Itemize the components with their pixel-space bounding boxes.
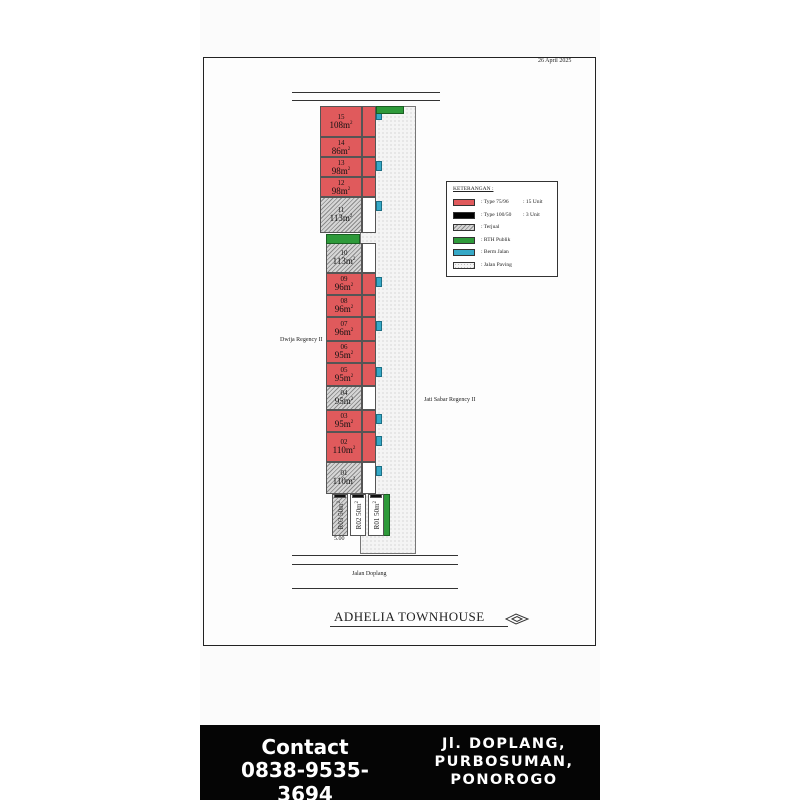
road-label: Jalan Doplang xyxy=(352,571,387,577)
legend-text: : Type 100/50 xyxy=(481,211,512,218)
lot-area: $86m^2$ xyxy=(331,146,351,156)
north-arrow-icon xyxy=(504,612,530,626)
north-road-line xyxy=(292,92,440,93)
title-underline xyxy=(330,626,508,627)
lot-area: $108m^2$ xyxy=(329,119,353,130)
berm-jalan-marker xyxy=(376,277,382,287)
lot-number: 07 xyxy=(340,320,348,328)
lot-04-frontage xyxy=(362,386,376,410)
rth-publik-top xyxy=(376,106,404,114)
type-100-50-marker xyxy=(370,494,382,498)
lot-label xyxy=(327,439,361,455)
address-line: PURBOSUMAN, xyxy=(434,754,574,770)
legend-row xyxy=(453,261,557,270)
lot-02-frontage xyxy=(362,432,376,462)
lot-label xyxy=(321,207,361,223)
type-100-50-marker xyxy=(334,494,346,498)
lot-label xyxy=(321,114,361,130)
lot-number: 09 xyxy=(340,275,348,283)
rth-publik-middle xyxy=(326,234,360,244)
legend-text: : Jalan Paving xyxy=(481,261,512,268)
small-lot-label: R01 $50m^2$ xyxy=(372,500,382,530)
berm-jalan-marker xyxy=(376,201,382,211)
lot-10-frontage xyxy=(362,243,376,273)
legend-row xyxy=(453,223,557,232)
lot-01 xyxy=(326,462,362,494)
lot-01-frontage xyxy=(362,462,376,494)
lot-label xyxy=(321,140,361,156)
rth-publik-bottom xyxy=(383,494,390,536)
legend-text: : RTH Publik xyxy=(481,236,511,243)
berm-jalan-marker xyxy=(376,321,382,331)
lot-r03 xyxy=(332,494,348,536)
dimension-label: 5.00 xyxy=(334,536,345,542)
lot-02 xyxy=(326,432,362,462)
legend-box xyxy=(446,181,558,277)
lot-area: $96m^2$ xyxy=(334,304,354,314)
berm-jalan-marker xyxy=(376,367,382,377)
small-lot-label: R03 $50m^2$ xyxy=(336,500,346,530)
address-line: Jl. DOPLANG, xyxy=(442,736,566,752)
lot-13 xyxy=(320,157,362,177)
lot-label xyxy=(321,180,361,196)
lot-08-frontage xyxy=(362,295,376,317)
lot-03 xyxy=(326,410,362,432)
date-label: 26 April 2025 xyxy=(538,58,572,64)
legend-text: : Berm Jalan xyxy=(481,249,509,255)
berm-jalan-marker xyxy=(376,414,382,424)
lot-number: 02 xyxy=(340,438,348,446)
legend-row xyxy=(453,211,557,220)
lot-r01 xyxy=(368,494,384,536)
lot-label xyxy=(327,390,361,406)
lot-05 xyxy=(326,363,362,386)
lot-10 xyxy=(326,243,362,273)
lot-08 xyxy=(326,295,362,317)
lot-number: 03 xyxy=(340,412,348,420)
berm-jalan-marker xyxy=(376,436,382,446)
berm-jalan-marker xyxy=(376,161,382,171)
legend-swatch xyxy=(453,224,475,231)
lot-area: $96m^2$ xyxy=(334,282,354,292)
south-road-line xyxy=(292,588,458,589)
legend-row xyxy=(453,198,557,207)
lot-label xyxy=(327,276,361,292)
address-line: PONOROGO xyxy=(450,772,558,788)
legend-swatch xyxy=(453,249,475,256)
contact-label: Contact xyxy=(261,735,349,759)
address-block xyxy=(414,735,594,789)
lot-area: $95m^2$ xyxy=(334,419,354,429)
lot-04 xyxy=(326,386,362,410)
legend-swatch xyxy=(453,237,475,244)
lot-number: 01 xyxy=(340,469,348,477)
berm-jalan-marker xyxy=(376,466,382,476)
lot-number: 15 xyxy=(337,112,345,121)
lot-number: 11 xyxy=(337,206,345,214)
legend-swatch xyxy=(453,212,475,219)
legend-title: KETERANGAN : xyxy=(453,186,494,192)
lot-12-frontage xyxy=(362,177,376,197)
lot-area: $96m^2$ xyxy=(334,327,354,337)
lot-07 xyxy=(326,317,362,341)
lot-15-frontage xyxy=(362,106,376,137)
north-road-line xyxy=(292,100,440,101)
lot-14-frontage xyxy=(362,137,376,157)
lot-07-frontage xyxy=(362,317,376,341)
plan-title: ADHELIA TOWNHOUSE xyxy=(334,609,485,624)
lot-label xyxy=(327,367,361,383)
lot-15 xyxy=(320,106,362,137)
lot-number: 12 xyxy=(337,179,345,187)
west-neighbor-label: Dwija Regency II xyxy=(280,337,323,343)
lot-label xyxy=(327,321,361,337)
small-lot-label: R02 $50m^2$ xyxy=(354,500,364,530)
lot-area: $113m^2$ xyxy=(332,256,356,266)
lot-area: $110m^2$ xyxy=(332,476,356,486)
legend-row xyxy=(453,236,557,245)
legend-count: : 15 Unit xyxy=(523,199,543,205)
lot-number: 08 xyxy=(340,297,348,305)
legend-swatch xyxy=(453,262,475,269)
legend-swatch xyxy=(453,199,475,206)
type-100-50-marker xyxy=(352,494,364,498)
contact-banner xyxy=(200,725,600,806)
east-neighbor-label: Jati Sabar Regency II xyxy=(424,397,476,403)
lot-area: $95m^2$ xyxy=(334,350,354,360)
lot-number: 10 xyxy=(340,249,348,257)
lot-label xyxy=(327,470,361,486)
legend-text: : Terjual xyxy=(481,224,500,230)
lot-label xyxy=(327,298,361,314)
lot-area: $95m^2$ xyxy=(334,396,354,406)
contact-phone[interactable]: 0838-9535-3694 xyxy=(241,758,369,806)
lot-03-frontage xyxy=(362,410,376,432)
south-road-line xyxy=(292,564,458,565)
lot-05-frontage xyxy=(362,363,376,386)
lot-label xyxy=(321,160,361,176)
lot-label xyxy=(327,250,361,266)
south-road-line xyxy=(292,555,458,556)
lot-area: $98m^2$ xyxy=(331,166,351,176)
lot-number: 13 xyxy=(337,159,345,167)
lot-r02 xyxy=(350,494,366,536)
lot-06 xyxy=(326,341,362,363)
lot-06-frontage xyxy=(362,341,376,363)
lot-14 xyxy=(320,137,362,157)
lot-11-frontage xyxy=(362,197,376,233)
lot-area: $95m^2$ xyxy=(334,372,354,383)
lot-number: 05 xyxy=(340,365,348,374)
legend-text: : Type 75/96 xyxy=(481,199,509,205)
lot-number: 06 xyxy=(340,343,348,351)
lot-area: $98m^2$ xyxy=(331,186,351,196)
legend-count: : 3 Unit xyxy=(523,211,540,218)
lot-number: 14 xyxy=(337,139,345,147)
lot-label xyxy=(327,413,361,429)
lot-area: $113m^2$ xyxy=(329,213,353,223)
lot-13-frontage xyxy=(362,157,376,177)
lot-09 xyxy=(326,273,362,295)
lot-label xyxy=(327,344,361,360)
lot-number: 04 xyxy=(340,389,348,397)
lot-area: $110m^2$ xyxy=(332,445,356,455)
lot-12 xyxy=(320,177,362,197)
legend-row xyxy=(453,248,557,257)
lot-11 xyxy=(320,197,362,233)
lot-09-frontage xyxy=(362,273,376,295)
